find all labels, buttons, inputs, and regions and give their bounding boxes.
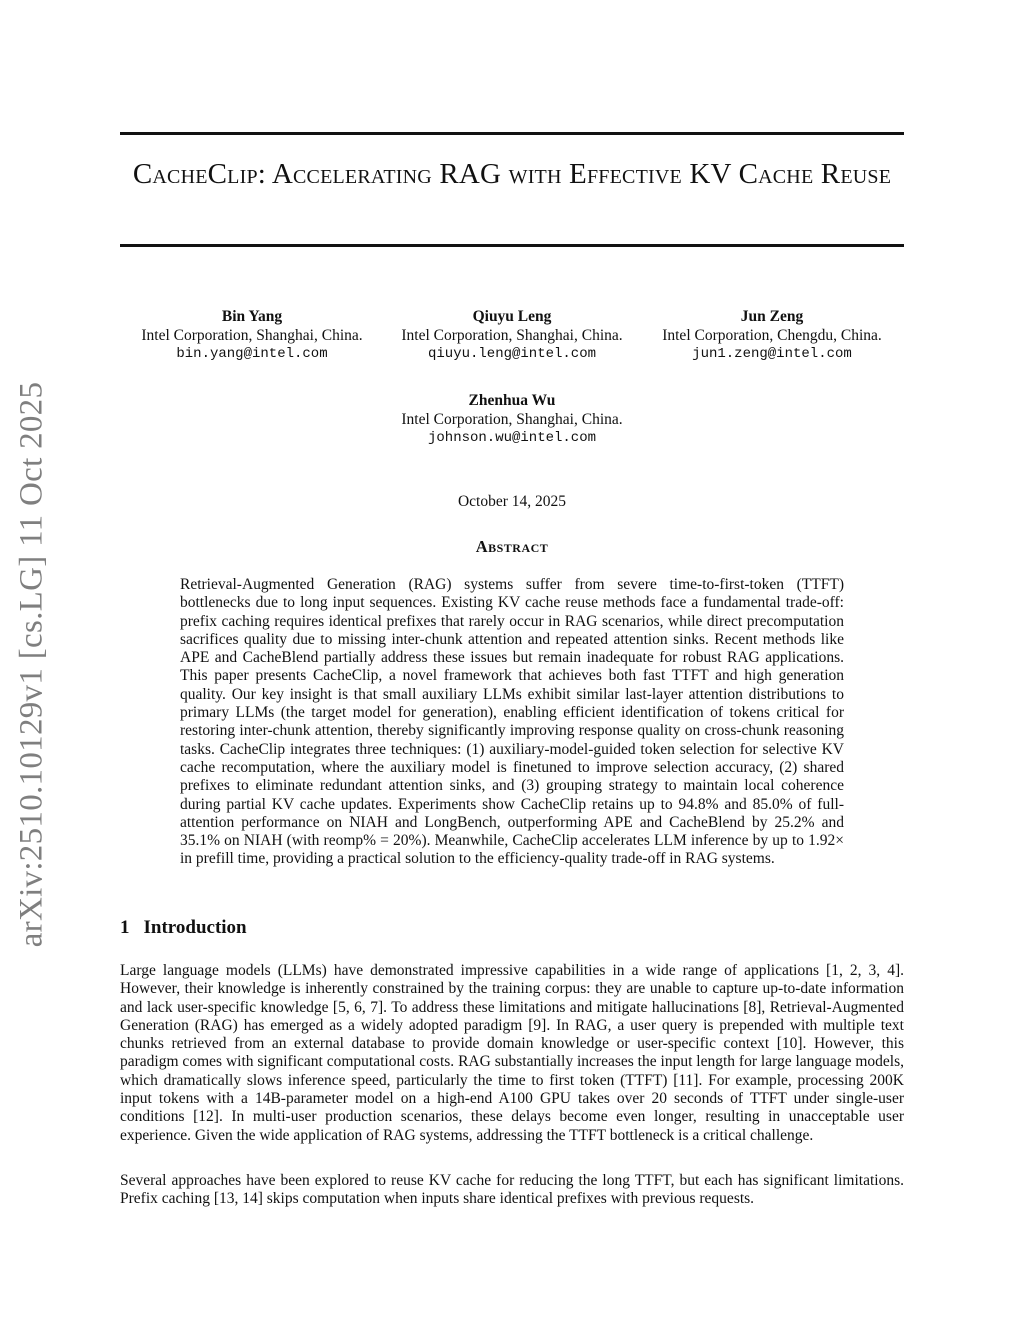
author-block bbox=[132, 307, 372, 364]
author-block bbox=[392, 391, 632, 448]
body-paragraph: Several approaches have been explored to reuse KV cache for reducing the long TTFT, but each has significant limitations. Prefix caching [13, 14] skips computation when inputs share identical prefixes with previous requests. bbox=[120, 1172, 904, 1208]
abstract-text: Retrieval-Augmented Generation (RAG) systems suffer from severe time-to-first-token (TTFT) bottlenecks due to long input sequences. Existing KV cache reuse methods face a fundamental trade-off: prefix caching requires identical prefixes that rarely occur in RAG scenarios, while direct precomputation sacrifices quality due to missing inter-chunk attention and repeated attention sinks. Recent methods like APE and CacheBlend partially address these issues but remain inadequate for robust RAG applications. This paper presents CacheClip, a novel framework that achieves both fast TTFT and high generation quality. Our key insight is that small auxiliary LLMs exhibit similar last-layer attention distributions to primary LLMs (the target model for generation), enabling efficient identification of tokens critical for restoring inter-chunk attention, thereby significantly improving response quality on cross-chunk reasoning tasks. CacheClip integrates three techniques: (1) auxiliary-model-guided token selection for selective KV cache recomputation, where the auxiliary model is finetuned to improve selection accuracy, (2) shared prefixes to eliminate redundant attention sinks, and (3) grouping strategy to maintain local coherence during partial KV cache updates. Experiments show CacheClip retains up to 94.8% and 85.0% of full-attention performance on NIAH and LongBench, outperforming APE and CacheBlend by 25.2% and 35.1% on NIAH (with reomp% = 20%). Meanwhile, CacheClip accelerates LLM inference by up to 1.92× in prefill time, providing a practical solution to the efficiency-quality trade-off in RAG systems. bbox=[180, 576, 844, 868]
author-name: Qiuyu Leng bbox=[472, 308, 552, 325]
author-email[interactable]: johnson.wu@intel.com bbox=[427, 430, 597, 446]
author-email[interactable]: qiuyu.leng@intel.com bbox=[427, 346, 597, 362]
section-heading bbox=[120, 917, 247, 939]
author-name: Jun Zeng bbox=[740, 308, 804, 325]
body-paragraph: Large language models (LLMs) have demonstrated impressive capabilities in a wide range of applications [1, 2, 3, 4]. However, their knowledge is inherently constrained by the training corpus: they are unable to capture up-to-date information and lack user-specific knowledge [5, 6, 7]. To address these limitations and mitigate hallucinations [8], Retrieval-Augmented Generation (RAG) has emerged as a widely adopted paradigm [9]. In RAG, a user query is prepended with multiple text chunks retrieved from an external database to provide domain knowledge or user-specific context [10]. However, this paradigm comes with significant computational costs. RAG substantially increases the input length for large language models, which dramatically slows inference speed, particularly the time to first token (TTFT) [11]. For example, processing 200K input tokens with a 14B-parameter model on a high-end A100 GPU takes over 20 seconds of TTFT under single-user conditions [12]. In multi-user production scenarios, these delays become even longer, resulting in unacceptable user experience. Given the wide application of RAG systems, addressing the TTFT bottleneck is a critical challenge. bbox=[120, 962, 904, 1144]
section-number: 1 bbox=[120, 917, 130, 938]
author-affiliation: Intel Corporation, Shanghai, China. bbox=[141, 327, 363, 344]
author-block bbox=[652, 307, 892, 364]
publication-date: October 14, 2025 bbox=[457, 493, 567, 510]
author-name: Bin Yang bbox=[221, 308, 283, 325]
author-name: Zhenhua Wu bbox=[468, 392, 556, 409]
arxiv-identifier-text: arXiv:2510.10129v1 [cs.LG] 11 Oct 2025 bbox=[13, 381, 50, 948]
title-top-rule bbox=[120, 132, 904, 135]
abstract-heading: Abstract bbox=[475, 537, 549, 556]
author-affiliation: Intel Corporation, Shanghai, China. bbox=[401, 327, 623, 344]
author-affiliation: Intel Corporation, Chengdu, China. bbox=[662, 327, 882, 344]
author-email[interactable]: jun1.zeng@intel.com bbox=[692, 346, 852, 362]
title-bottom-rule bbox=[120, 244, 904, 247]
section-title: Introduction bbox=[143, 917, 247, 938]
author-block bbox=[392, 307, 632, 364]
paper-title: CacheClip: Accelerating RAG with Effective KV Cache Reuse bbox=[132, 158, 892, 190]
author-email[interactable]: bin.yang@intel.com bbox=[176, 346, 328, 362]
arxiv-identifier-stamp bbox=[10, 372, 54, 957]
author-affiliation: Intel Corporation, Shanghai, China. bbox=[401, 411, 623, 428]
